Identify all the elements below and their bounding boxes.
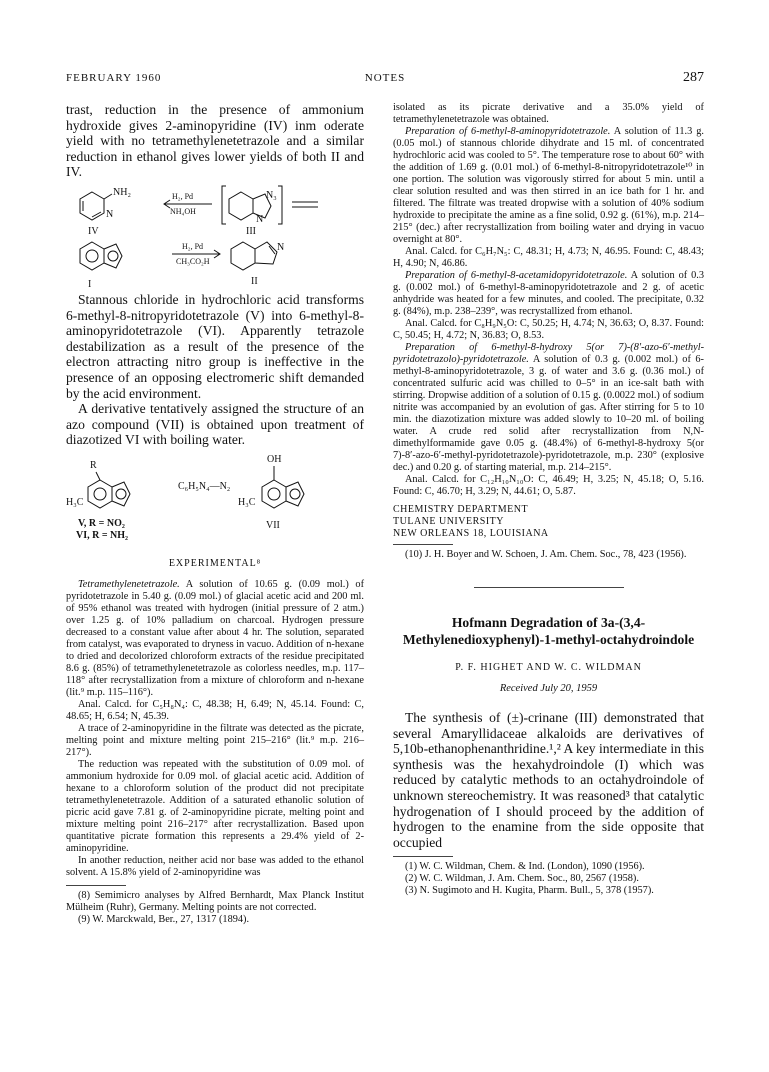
scheme-2-drawing xyxy=(66,448,364,544)
compound-label-vii: VII xyxy=(266,519,280,531)
prep-title-1: Preparation of 6-methyl-8-aminopyridotetrazole. xyxy=(405,126,611,137)
footnote-2: (2) W. C. Wildman, J. Am. Chem. Soc., 80, 2567 (1958). xyxy=(405,873,639,885)
footnote-rule-article xyxy=(393,856,453,857)
analysis-2: Anal. Calcd. for C₆H₇N₅: C, 48.31; H, 4.73; N, 46.95. Found: C, 48.43; H, 4.90; N, 46.86. xyxy=(393,246,704,269)
affiliation-city: NEW ORLEANS 18, LOUISIANA xyxy=(393,528,549,539)
label-n-ii: N xyxy=(277,241,285,253)
analysis-4: Anal. Calcd. for C₁₂H₁₀N₁₀O: C, 46.49; H, 3.25; N, 45.18; O, 5.16. Found: C, 46.70; H, 3.29; N, 44.61; O, 5.87. xyxy=(393,474,704,497)
page-number: 287 xyxy=(683,70,704,85)
exp-another: In another reduction, neither acid nor base was added to the ethanol solvent. A 15.8% yield of 2-aminopyridine was xyxy=(66,854,364,878)
prep-text-1: A solution of 11.3 g. (0.05 mol.) of stannous chloride dihydrate and 15 ml. of concentrated hydrochloric acid was cooled to 5°. The temperature rose to about 60° with the addition of 1.69 g. (0.01 mol.) of 6-methyl-8-nitropyridotetrazole¹⁰ in one portion. The solution was vigorously stirred for about 5 min. until a clear solution resulted and was then stirred in an ice bath for 1 hr. and filtered. The filtrate was treated dropwise with a solution of 40% sodium hydroxide to precipitate the amine as a fine solid, 0.92 g. (61%), m.p. 214–215° (dec.) after recrystallization from boiling water and drying in vacuo overnight at 80°. xyxy=(393,126,704,245)
footnote-1: (1) W. C. Wildman, Chem. & Ind. (London), 1090 (1956). xyxy=(405,861,645,873)
label-nh2: NH₂ xyxy=(113,186,131,198)
prep-title-3: Preparation of 6-methyl-8-hydroxy 5(or 7)-(8′-azo-6′-methyl-pyridotetrazolo)-pyridotetrazole. xyxy=(393,342,704,365)
prep-hydroxy-azo xyxy=(393,342,704,474)
reaction-scheme-2 xyxy=(66,448,364,544)
analysis-3: Anal. Calcd. for C₈H₉N₅O: C, 50.25; H, 4.74; N, 36.63; O, 8.37. Found: C, 50.45; H, 4.72; N, 36.83; O, 8.53. xyxy=(393,318,704,341)
paragraph-isolated: isolated as its picrate derivative and a 35.0% yield of tetramethylenetetrazole was obtained. xyxy=(393,102,704,125)
reagent-h2-pd-1: H₂, Pd xyxy=(172,191,194,201)
prep-aminopyridotetrazole xyxy=(393,126,704,246)
footnote-8: (8) Semimicro analyses by Alfred Bernhardt, Max Planck Institut Mülheim (Ruhr), Germany. Melting points are not corrected. xyxy=(66,889,364,913)
compound-label-iv: IV xyxy=(88,225,99,237)
paragraph-stannous: Stannous chloride in hydrochloric acid transforms 6-methyl-8-nitropyridotetrazole (V) into 6-methyl-8-aminopyridotetrazole (VI). Apparently tetrazole destabilization as a result of the presence of the electron attracting nitro group is ineffective in the presence of an opposing electromeric shift demanded by the acid environment. xyxy=(66,291,364,401)
received-date: Received July 20, 1959 xyxy=(499,683,598,694)
article-body: The synthesis of (±)-crinane (III) demonstrated that several Amaryllidaceae alkaloids are derivatives of 5,10b-ethanophenanthridine.¹,² A key intermediate in this synthesis was the hexahydroindole (I) which was reduced by catalytic methods to an octahydroindole of unknown stereochemistry. It was reasoned³ that catalytic hydrogenation of I should proceed by the addition of hydrogen to the enamine from the side opposite that occupied xyxy=(393,710,704,850)
compound-label-iii: III xyxy=(246,225,256,237)
prep-text-3: A solution of 0.3 g. (0.002 mol.) of 6-methyl-8-aminopyridotetrazole, 3 g. of water and 3.6 g. (0.36 mol.) of concentrated sulfuric acid was chilled to 0–5° in an ice-salt bath with stirring. Dropwise addition of a solution of 0.15 g. (0.0022 mol.) of sodium nitrite was accompanied by an evolution of gas. After stirring for 5 to 10 min. the diazotization mixture was added slowly to 10–20 ml. of boiling water. A crude red solid after recrystallization from N,N-dimethylformamide gave 0.05 g. (48.4%) of 6-methyl-8-hydroxy 5(or 7)-8′-azo-6′-methyl-pyridotetrazole)-pyridotetrazole, m.p. 230° (explosive dec.) and 0.20 g. of starting material, m.p. 214–215°. xyxy=(393,354,704,473)
compound-label-i: I xyxy=(88,278,92,290)
label-oh: OH xyxy=(267,453,282,465)
label-azo-group: C₆H₅N₄—N₂ xyxy=(178,480,231,492)
exp-repeat: The reduction was repeated with the substitution of 0.09 mol. of ammonium hydroxide for 0.09 mol. of glacial acetic acid. Addition of hexane to a chloroform solution of the product did not precipitate tetramethylenetetrazole. Addition of a saturated ethanolic solution of picric acid gave 7.81 g. of 2-aminopyridine picrate, melting point and mixture melting point 216–217° after recrystallization. Based upon quantitative picrate formation this represents a 29.4% yield of 2-aminopyridine. xyxy=(66,758,364,854)
affiliation-dept: CHEMISTRY DEPARTMENT xyxy=(393,504,529,515)
paragraph-intro: trast, reduction in the presence of ammonium hydroxide gives 2-aminopyridine (IV) inm oderate yield with no tetramethylenetetrazole and a similar reduction in ethanol gives lower yields of both II and IV. xyxy=(66,102,364,180)
right-column xyxy=(393,102,704,897)
compound-label-ii: II xyxy=(251,275,258,287)
label-h3c-vii: H₃C xyxy=(238,496,256,508)
scheme-1-drawing xyxy=(66,180,364,292)
label-n-iv: N xyxy=(106,208,114,220)
footnote-rule-right xyxy=(393,544,453,545)
running-header xyxy=(66,72,704,90)
footnote-3: (3) N. Sugimoto and H. Kugita, Pharm. Bull., 5, 378 (1957). xyxy=(405,885,654,897)
label-n-iii: N xyxy=(256,213,264,225)
footnote-rule-left xyxy=(66,885,126,886)
article-separator xyxy=(474,587,624,588)
label-r: R xyxy=(90,459,97,471)
exp-tetramethylenetetrazole xyxy=(66,579,364,699)
header-section: NOTES xyxy=(364,72,406,84)
prep-acetamido xyxy=(393,270,704,318)
label-h3c-v: H₃C xyxy=(66,496,84,508)
exp-title-tetramethylenetetrazole: Tetramethylenetetrazole. xyxy=(78,578,180,590)
reaction-scheme-1 xyxy=(66,180,364,292)
compound-label-v: V, R = NO₂ xyxy=(78,517,125,529)
affiliation xyxy=(393,504,704,540)
label-n3: N₃ xyxy=(266,189,277,201)
header-date: FEBRUARY 1960 xyxy=(66,72,162,84)
reagent-h2-pd-2: H₂, Pd xyxy=(182,241,204,251)
experimental-heading: EXPERIMENTAL⁸ xyxy=(168,557,262,569)
affiliation-university: TULANE UNIVERSITY xyxy=(393,516,504,527)
article-title: Hofmann Degradation of 3a-(3,4-Methylenedioxyphenyl)-1-methyl-octahydroindole xyxy=(402,615,695,647)
reagent-acetic-acid: CH₃CO₂H xyxy=(176,256,210,266)
exp-text-tetramethylenetetrazole: A solution of 10.65 g. (0.09 mol.) of pyridotetrazole in 5.40 g. (0.09 mol.) of glacial acetic acid and 200 ml. of 95% ethanol was treated with hydrogen (initial pressure of 2 atm.) over 1.25 g. of 10% palladium on charcoal. Hydrogen pressure decreased to a constant value after about 4 hr. The solution, separated from catalyst, was evaporated to dryness in vacuo. Addition of n-hexane to dried and decolorized chloroform extracts of the residue precipitated 8.6 g. (85%) of tetramethylenetetrazole as colorless needles, m.p. 117–118° after recrystallization from a mixture of chloroform and n-hexane (lit.⁹ m.p. 115–116°). xyxy=(66,578,364,698)
footnote-10: (10) J. H. Boyer and W. Schoen, J. Am. Chem. Soc., 78, 423 (1956). xyxy=(405,549,687,560)
left-column xyxy=(66,102,364,926)
analysis-1: Anal. Calcd. for C₅H₈N₄: C, 48.38; H, 6.49; N, 45.14. Found: C, 48.65; H, 6.54; N, 45.39. xyxy=(66,698,364,722)
article-authors: P. F. HIGHET AND W. C. WILDMAN xyxy=(455,662,642,673)
exp-trace: A trace of 2-aminopyridine in the filtrate was detected as the picrate, melting point and mixture melting point 215–216° (lit.⁹ m.p. 216–217°). xyxy=(66,722,364,758)
prep-text-2: A solution of 0.3 g. (0.002 mol.) of 6-methyl-8-aminopyridotetrazole and 2 g. of acetic anhydride was heated for a few minutes, and cooled. The precipitate, 0.32 g. (84%), m.p. 238–239°, was recrystallized from ethanol. xyxy=(393,270,704,317)
compound-label-vi: VI, R = NH₂ xyxy=(76,529,129,541)
reagent-nh4oh: NH₄OH xyxy=(170,206,196,216)
paragraph-derivative: A derivative tentatively assigned the structure of an azo compound (VII) is obtained upon treatment of diazotized VI with boiling water. xyxy=(66,401,364,448)
prep-title-2: Preparation of 6-methyl-8-acetamidopyridotetrazole. xyxy=(405,270,628,281)
footnote-9: (9) W. Marckwald, Ber., 27, 1317 (1894). xyxy=(78,913,250,925)
